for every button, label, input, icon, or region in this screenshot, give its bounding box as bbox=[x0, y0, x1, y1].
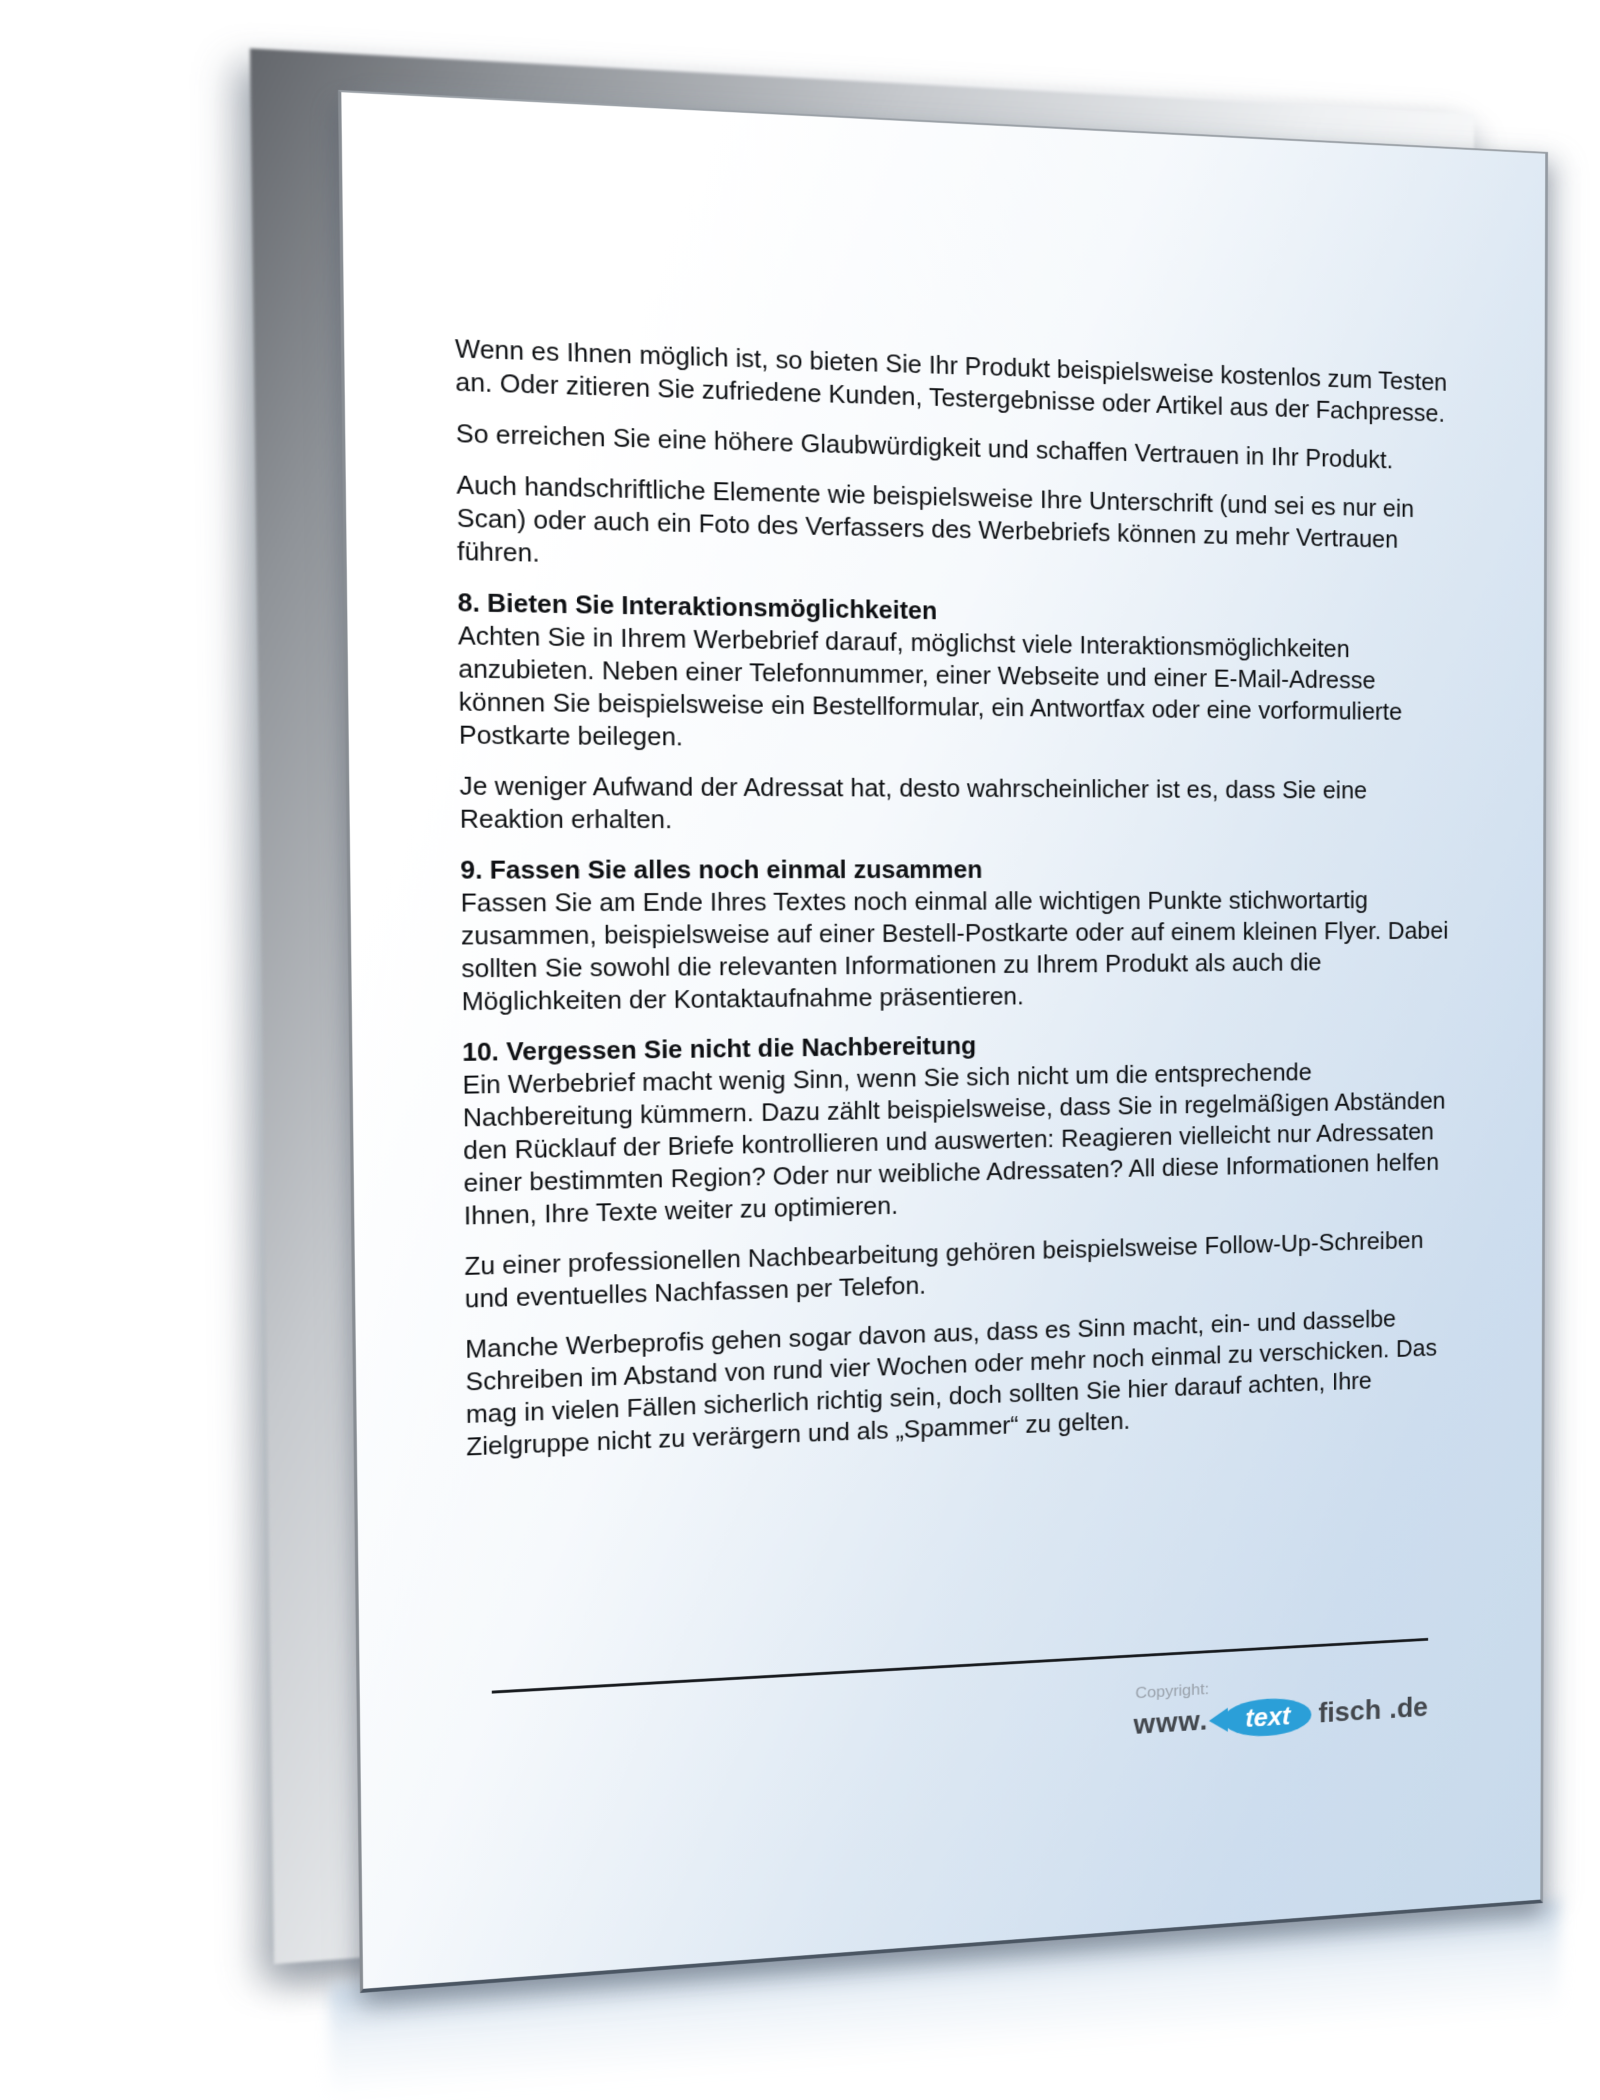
logo-badge-text: text bbox=[1245, 1701, 1291, 1733]
paragraph: Je weniger Aufwand der Adressat hat, desto wahrscheinlicher ist es, dass Sie eine Reaktion erhalten. bbox=[459, 772, 1368, 835]
brand-block bbox=[1133, 1667, 1428, 1744]
paragraph: Zu einer professionellen Nachbearbeitung gehören beispielsweise Follow-Up-Schreiben und eventuelles Nachfassen per Telefon. bbox=[464, 1227, 1424, 1314]
page-footer bbox=[492, 1638, 1429, 1740]
paragraph: Wenn es Ihnen möglich ist, so bieten Sie Ihr Produkt beispielsweise kostenlos zum Testen an. Oder zitieren Sie zufriedene Kunden, Testergebnisse oder Artikel aus der Fachpresse. bbox=[454, 335, 1448, 428]
fish-icon bbox=[1223, 1696, 1311, 1738]
paragraph: Manche Werbeprofis gehen sogar davon aus, dass es Sinn macht, ein- und dasselbe Schreiben im Abstand von rund vier Wochen oder mehr noch einmal zu verschicken. Das mag in vielen Fällen sicherlich richtig sein, doch sollten Sie hier darauf achten, Ihre Zielgruppe nicht zu verärgern und als „Spammer“ zu gelten. bbox=[465, 1306, 1437, 1462]
logo-fisch-text: fisch bbox=[1318, 1695, 1382, 1729]
paragraph: So erreichen Sie eine höhere Glaubwürdigkeit und schaffen Vertrauen in Ihr Produkt. bbox=[455, 420, 1394, 475]
section-heading: 8. Bieten Sie Interaktionsmöglichkeiten bbox=[457, 589, 938, 626]
logo-www-prefix: www. bbox=[1133, 1705, 1209, 1740]
section-heading: 9. Fassen Sie alles noch einmal zusammen bbox=[460, 856, 983, 885]
paragraph: Fassen Sie am Ende Ihres Textes noch einmal alle wichtigen Punkte stichwortartig zusammen, beispielsweise auf einer Bestell-Postkarte oder auf einem kleinen Flyer. Dabei sollten Sie sowohl die relevanten Informationen zu Ihrem Produkt als auch die Möglichkeiten der Kontaktaufnahme präsentieren. bbox=[460, 887, 1449, 1017]
paragraph: Auch handschriftliche Elemente wie beispielsweise Ihre Unterschrift (und sei es nur ein Scan) oder auch ein Foto des Verfassers des Werbebriefs können zu mehr Vertrauen führen. bbox=[456, 471, 1415, 568]
page-body-text bbox=[455, 333, 1451, 1482]
paragraph: Achten Sie in Ihrem Werbebrief darauf, möglichst viele Interaktionsmöglichkeiten anzubieten. Neben einer Telefonnummer, einer Webseite und einer E-Mail-Adresse können Sie beispielsweise ein Bestellformular, ein Antwortfax oder eine vorformulierte Postkarte beilegen. bbox=[457, 622, 1403, 752]
paragraph: Ein Werbebrief macht wenig Sinn, wenn Sie sich nicht um die entsprechende Nachbereitung kümmern. Dazu zählt beispielsweise, dass Sie in regelmäßigen Abständen den Rücklauf der Briefe kontrollieren und auswerten: Reagieren vielleicht nur Adressaten einer bestimmten Region? Oder nur weibliche Adressaten? All diese Informationen helfen Ihnen, Ihre Texte weiter zu optimieren. bbox=[462, 1059, 1446, 1231]
logo-tld-text: .de bbox=[1389, 1692, 1429, 1725]
copyright-label: Copyright: bbox=[1135, 1680, 1210, 1703]
document-page bbox=[338, 90, 1548, 1993]
section-heading: 10. Vergessen Sie nicht die Nachbereitung bbox=[462, 1032, 977, 1067]
